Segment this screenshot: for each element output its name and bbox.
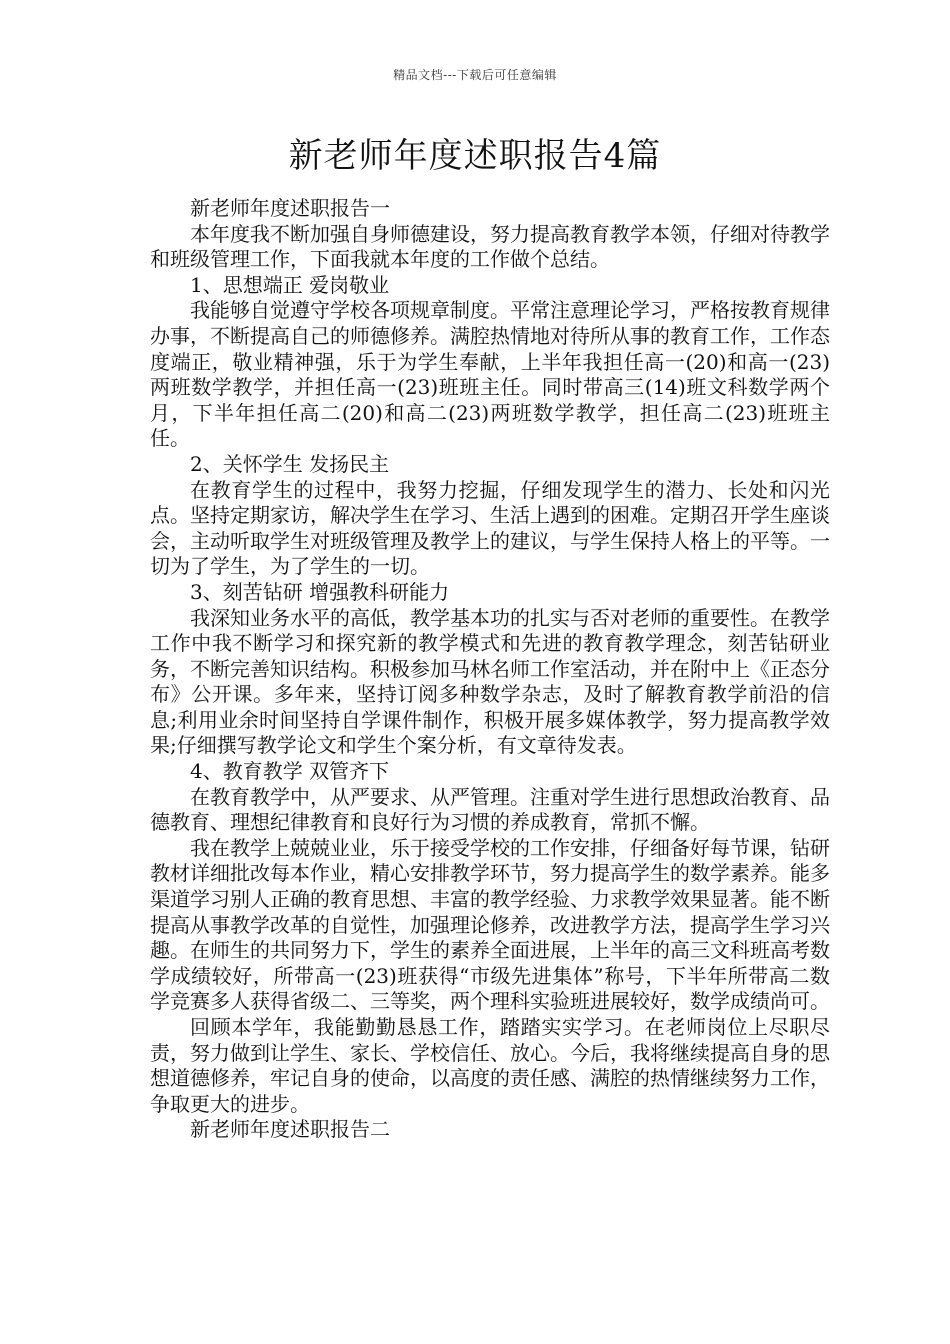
section-heading: 4、教育教学 双管齐下	[190, 759, 390, 784]
body-paragraph: 回顾本学年，我能勤勤恳恳工作，踏踏实实学习。在老师岗位上尽职尽责，努力做到让学生、家长、学校信任、放心。今后，我将继续提高自身的思想道德修养，牢记自身的使命，以高度的责任感、满腔的热情继续努力工作，争取更大的进步。	[150, 1015, 830, 1116]
section-heading: 1、思想端正 爱岗敬业	[190, 272, 390, 297]
body-paragraph: 在教育学生的过程中，我努力挖掘，仔细发现学生的潜力、长处和闪光点。坚持定期家访，解决学生在学习、生活上遇到的困难。定期召开学生座谈会，主动听取学生对班级管理及教学上的建议，与学生保持人格上的平等。一切为了学生，为了学生的一切。	[150, 477, 830, 579]
document-body	[150, 196, 830, 1143]
header-note: 精品文档---下载后可任意编辑	[393, 68, 557, 82]
body-paragraph: 我能够自觉遵守学校各项规章制度。平常注意理论学习，严格按教育规律办事，不断提高自己的师德修养。满腔热情地对待所从事的教育工作，工作态度端正，敬业精神强，乐于为学生奉献，上半年我担任高一(20)和高一(23)两班数学教学，并担任高一(23)班班主任。同时带高三(14)班文科数学两个月，下半年担任高二(20)和高二(23)两班数学教学，担任高二(23)班班主任。	[150, 298, 830, 451]
section-heading: 2、关怀学生 发扬民主	[190, 451, 390, 476]
body-paragraph: 在教育教学中，从严要求、从严管理。注重对学生进行思想政治教育、品德教育、理想纪律教育和良好行为习惯的养成教育，常抓不懈。	[150, 784, 830, 835]
document-title: 新老师年度述职报告4篇	[288, 136, 662, 176]
intro-paragraph: 本年度我不断加强自身师德建设，努力提高教育教学本领，仔细对待教学和班级管理工作，下面我就本年度的工作做个总结。	[150, 221, 830, 272]
body-paragraph: 我在教学上兢兢业业，乐于接受学校的工作安排，仔细备好每节课，钻研教材详细批改每本作业，精心安排教学环节，努力提高学生的数学素养。能多渠道学习别人正确的教育思想、丰富的教学经验、力求教学效果显著。能不断提高从事教学改革的自觉性，加强理论修养，改进教学方法，提高学生学习兴趣。在师生的共同努力下，学生的素养全面进展，上半年的高三文科班高考数学成绩较好，所带高一(23)班获得“市级先进集体”称号，下半年所带高二数学竞赛多人获得省级二、三等奖，两个理科实验班进展较好，数学成绩尚可。	[150, 835, 830, 1014]
body-paragraph: 我深知业务水平的高低，教学基本功的扎实与否对老师的重要性。在教学工作中我不断学习和探究新的教学模式和先进的教育教学理念，刻苦钻研业务，不断完善知识结构。积极参加马林名师工作室活动，并在附中上《正态分布》公开课。多年来，坚持订阅多种数学杂志，及时了解教育教学前沿的信息;利用业余时间坚持自学课件制作，积极开展多媒体教学，努力提高教学效果;仔细撰写教学论文和学生个案分析，有文章待发表。	[150, 605, 830, 758]
section-heading: 3、刻苦钻研 增强教科研能力	[190, 579, 450, 604]
report-heading: 新老师年度述职报告一	[190, 196, 390, 220]
report-heading: 新老师年度述职报告二	[190, 1117, 390, 1142]
